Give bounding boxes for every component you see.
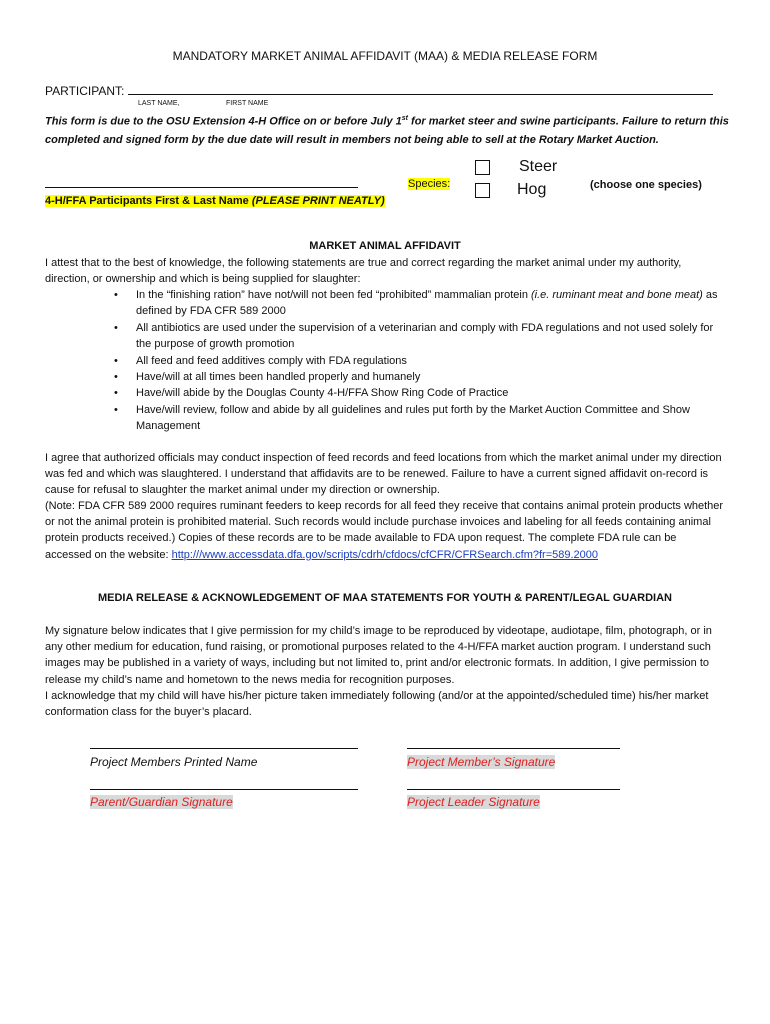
form-title: MANDATORY MARKET ANIMAL AFFIDAVIT (MAA) & MEDIA RELEASE FORM xyxy=(172,49,598,63)
list-item: • Have/will at all times been handled properly and humanely xyxy=(110,369,730,385)
leader-signature-line[interactable] xyxy=(407,789,620,790)
last-name-label: LAST NAME, xyxy=(138,100,180,107)
fda-note-paragraph: (Note: FDA CFR 589 2000 requires ruminant feeders to keep records for all feed they receive that contains animal protein products whether or not the animal protein is prohibited material. Such records would include purchase invoices and labeling for all feeds containing animal protein products received.) Copies of these records are to be made available to FDA upon request. The complete FDA rule can be accessed on the website: http:///www.accessdata.dfa.gov/scripts/cdrh/cfdocs/cfCFR/CFRSearch.cfm?fr=589.2000 xyxy=(45,500,724,561)
printed-name-label: Project Members Printed Name xyxy=(90,755,258,769)
bullet-icon: • xyxy=(114,321,118,334)
list-item: • All antibiotics are used under the supervision of a veterinarian and comply with FDA regulations and not used solely for the purpose of growth promotion xyxy=(114,321,714,351)
species-label: Species: xyxy=(408,178,451,190)
first-name-label: FIRST NAME xyxy=(226,100,269,107)
fda-rule-link[interactable]: http:///www.accessdata.dfa.gov/scripts/cdrh/cfdocs/cfCFR/CFRSearch.cfm?fr=589.2000 xyxy=(171,548,599,561)
steer-option: Steer xyxy=(519,158,558,175)
printed-name-line[interactable] xyxy=(90,748,358,749)
choose-species-note: (choose one species) xyxy=(590,179,702,191)
parent-signature-line[interactable] xyxy=(90,789,358,790)
parent-signature-label[interactable]: Parent/Guardian Signature xyxy=(90,795,233,809)
member-signature-line[interactable] xyxy=(407,748,620,749)
participant-row xyxy=(45,84,713,98)
ffa-name-line[interactable] xyxy=(45,187,358,188)
affidavit-intro: I attest that to the best of knowledge, the following statements are true and correct regarding the market animal under my authority, direction, or ownership and which is being supplied for slaughter: xyxy=(45,257,682,286)
steer-checkbox[interactable] xyxy=(475,160,490,175)
bullet-icon: • xyxy=(114,289,118,301)
hog-option: Hog xyxy=(517,181,547,198)
participant-label: PARTICIPANT: xyxy=(45,84,125,98)
bullet-icon: • xyxy=(114,387,118,400)
media-heading: MEDIA RELEASE & ACKNOWLEDGEMENT OF MAA STATEMENTS FOR YOUTH & PARENT/LEGAL GUARDIAN xyxy=(97,592,673,604)
list-item: • In the “finishing ration” have not/will not been fed “prohibited” mammalian protein (i.e. ruminant meat and bone meat) as defined by FDA CFR 589 2000 xyxy=(114,289,718,318)
agreement-paragraph: I agree that authorized officials may conduct inspection of feed records and feed locations from which the market animal under my direction was fed and which was slaughtered. I understand that affidavits are to be renewed. Failure to have a current signed affidavit on-record is cause for refusal to slaughter the market animal under my direction or ownership. xyxy=(45,452,722,497)
due-notice: This form is due to the OSU Extension 4-H Office on or before July 1st for market steer and swine participants. Failure to return this completed and signed form by the due date will result in members not being able to sell at the Rotary Market Auction. xyxy=(45,115,729,146)
list-item: • Have/will abide by the Douglas County 4-H/FFA Show Ring Code of Practice xyxy=(110,385,730,401)
list-item: • Have/will review, follow and abide by all guidelines and rules put forth by the Market Auction Committee and Show Management xyxy=(114,403,690,433)
bullet-icon: • xyxy=(114,371,118,384)
participant-name-field[interactable] xyxy=(128,84,713,95)
acknowledgement-paragraph: I acknowledge that my child will have his/her picture taken immediately following (and/or at the appointed/scheduled time) his/her market conformation class for the buyer’s placard. xyxy=(45,690,709,719)
ffa-name-label: 4-H/FFA Participants First & Last Name (PLEASE PRINT NEATLY) xyxy=(45,195,385,207)
leader-signature-label[interactable]: Project Leader Signature xyxy=(407,795,540,809)
list-item: • All feed and feed additives comply with FDA regulations xyxy=(110,353,730,369)
affidavit-statements xyxy=(110,287,730,435)
member-signature-label[interactable]: Project Member’s Signature xyxy=(407,755,556,769)
affidavit-heading: MARKET ANIMAL AFFIDAVIT xyxy=(309,240,461,252)
hog-checkbox[interactable] xyxy=(475,183,490,198)
media-release-paragraph: My signature below indicates that I give permission for my child’s image to be reproduced by videotape, audiotape, film, photograph, or in any other medium for education, fund raising, or promotional purposes related to the 4-H/FFA market auction program. I understand such images may be published in a variety of ways, including but not limited to, print and/or electronic formats. In addition, I give permission to release my child’s name and hometown to the news media for recognition purposes. xyxy=(45,625,712,686)
bullet-icon: • xyxy=(114,354,118,367)
bullet-icon: • xyxy=(114,403,118,416)
